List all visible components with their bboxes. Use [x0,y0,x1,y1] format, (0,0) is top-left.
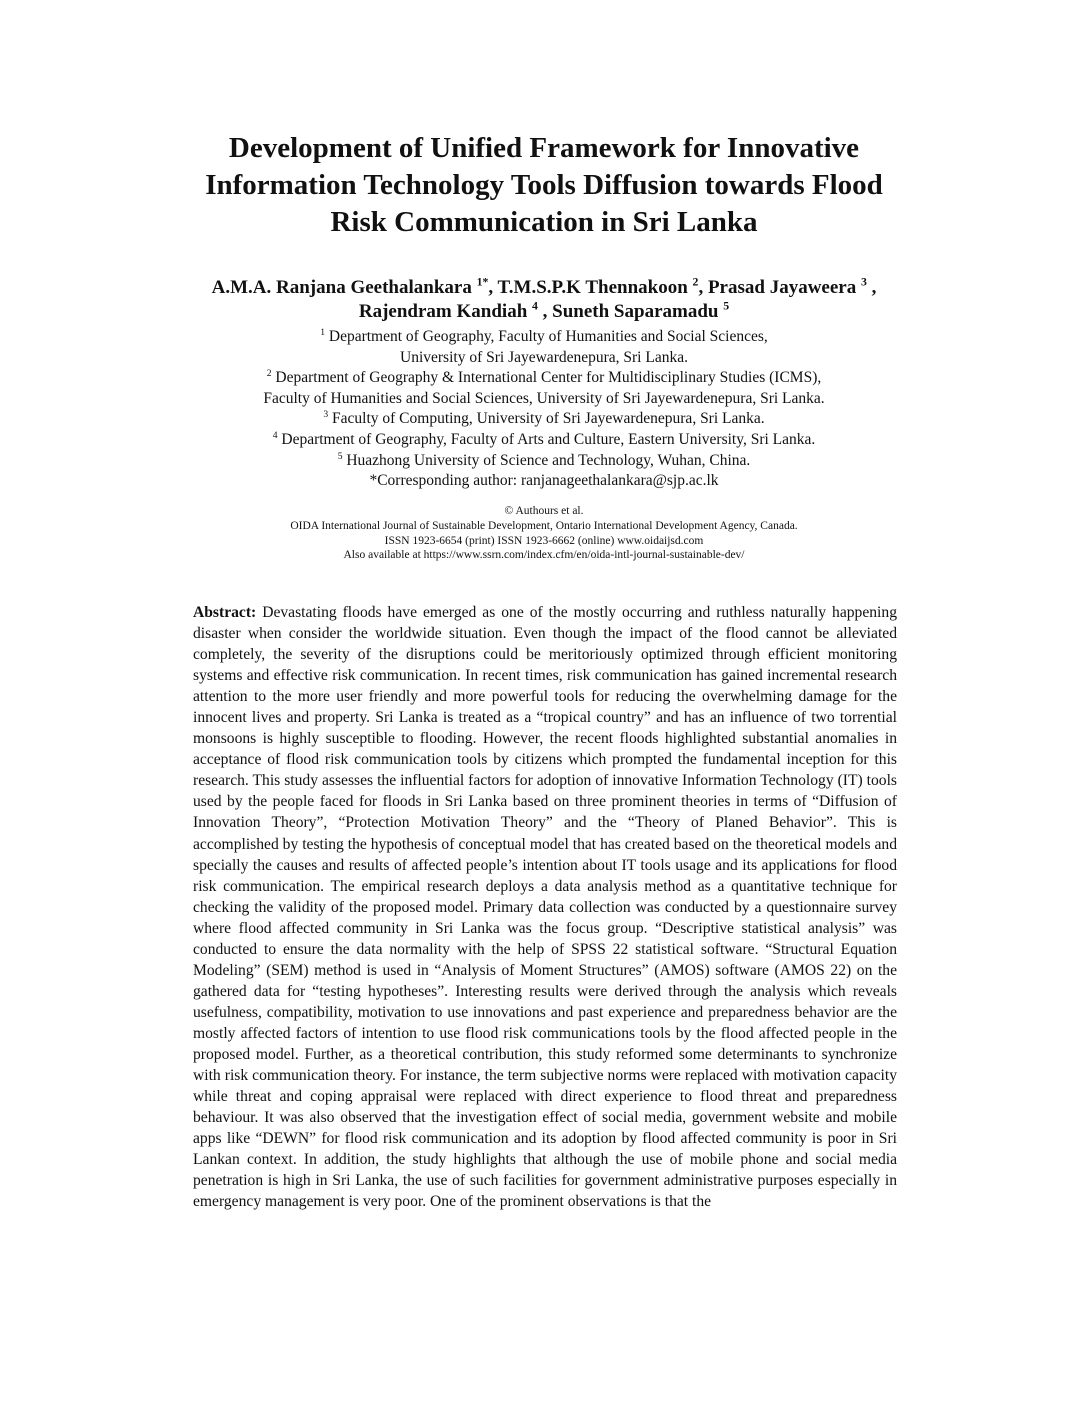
affiliation-mark: 5 [337,450,343,462]
author-name: A.M.A. Ranjana Geethalankara [211,277,472,298]
affiliation [120,409,968,430]
abstract [193,602,897,1212]
affiliation-continuation: Faculty of Humanities and Social Sciences, University of Sri Jayewardenepura, Sri Lanka. [263,389,825,407]
title-line: Information Technology Tools Diffusion towards Flood [205,169,883,201]
author-affiliation-mark: 1* [476,275,489,289]
affiliation [120,368,968,389]
author-separator: , [866,277,877,298]
affiliation-continuation: University of Sri Jayewardenepura, Sri Lanka. [400,348,688,366]
author-line [120,300,968,324]
issn-line: ISSN 1923-6654 (print) ISSN 1923-6662 (online) www.oidaijsd.com [384,534,704,547]
affiliation-list [120,327,968,492]
author-affiliation-mark: 4 [532,299,538,313]
author-name: T.M.S.P.K Thennakoon [497,277,688,298]
journal-line: OIDA International Journal of Sustainable Development, Ontario International Development Agency, Canada. [290,519,798,532]
affiliation-text: Department of Geography & International Center for Multidisciplinary Studies (ICMS), [275,369,822,387]
abstract-label: Abstract: [193,604,257,621]
author-list [120,276,968,324]
author-affiliation-mark: 5 [723,299,730,313]
affiliation-mark: 2 [266,368,272,380]
affiliation-text: Department of Geography, Faculty of Humanities and Social Sciences, [328,328,768,345]
paper-title [120,130,968,241]
author-separator: , [537,301,553,322]
affiliation-mark: 4 [272,429,278,441]
author-name: Rajendram Kandiah [358,301,528,322]
affiliation-text: Huazhong University of Science and Technology, Wuhan, China. [346,451,751,469]
author-affiliation-mark: 3 [860,275,867,289]
affiliation [120,451,968,472]
publication-info [120,504,968,563]
corresponding-author: *Corresponding author: ranjanageethalankara@sjp.ac.lk [369,472,719,490]
author-name: Suneth Saparamadu [552,301,719,322]
affiliation-mark: 1 [320,326,325,338]
availability-line: Also available at https://www.ssrn.com/index.cfm/en/oida-intl-journal-sustainable-dev/ [343,549,745,562]
title-line: Risk Communication in Sri Lanka [330,206,758,238]
affiliation [120,327,968,348]
author-separator: , [488,277,498,298]
author-name: Prasad Jayaweera [707,277,857,298]
affiliation-text: Department of Geography, Faculty of Arts and Culture, Eastern University, Sri Lanka. [281,430,816,448]
title-line: Development of Unified Framework for Innovative [228,132,860,164]
abstract-text: Devastating floods have emerged as one of the mostly occurring and ruthless naturally happening disaster when consider the worldwide situation. Even though the impact of the flood cannot be alleviated completely, the severity of the disruptions could be meritoriously optimized through efficient monitoring systems and effective risk communication. In recent times, risk communication has gained incremental research attention to the more user friendly and more powerful tools for reducing the overwhelming damage for the innocent lives and property. Sri Lanka is treated as a “tropical country” and has an influence of two torrential monsoons is highly susceptible to flooding. However, the recent floods highlighted substantial anomalies in acceptance of flood risk communication tools by citizens which prompted the fundamental inception for this research. This study assesses the influential factors for adoption of innovative Information Technology (IT) tools used by the people faced for floods in Sri Lanka based on three prominent theories in terms of “Diffusion of Innovation Theory”, “Protection Motivation Theory” and the “Theory of Planed Behavior”. This is accomplished by testing the hypothesis of conceptual model that has created based on the theoretical models and specially the causes and results of affected people’s intention about IT tools usage and its applications for flood risk communication. The empirical research deploys a data analysis method as a quantitative technique for checking the validity of the proposed model. Primary data collection was conducted by a questionnaire survey where flood affected community in Sri Lanka was the focus group. “Descriptive statistical analysis” was conducted to ensure the data normality with the help of SPSS 22 statistical software. “Structural Equation Modeling” (SEM) method is used in “Analysis of Moment Structures” (AMOS) software (AMOS 22) on the gathered data for “testing hypotheses”. Interesting results were derived through the analysis which reveals usefulness, compatibility, motivation to use innovations and past experience and preparedness behavior are the mostly affected factors of intention to use flood risk communications tools by the flood affected people in the proposed model. Further, as a theoretical contribution, this study reformed some determinants to synchronize with risk communication theory. For instance, the term subjective norms were replaced with motivation capacity while threat and coping appraisal were replaced with direct experience to flood threat and preparedness behaviour. It was also observed that the investigation effect of social media, government website and mobile apps like “DEWN” for flood risk communication and its adoption by flood affected community is poor in Sri Lankan context. In addition, the study highlights that although the use of mobile phone and social media penetration is high in Sri Lanka, the use of such facilities for government administrative purposes especially in emergency management is very poor. One of the prominent observations is that the [193,604,897,1211]
author-affiliation-mark: 2 [692,275,699,289]
copyright-line: © Authours et al. [504,505,584,517]
affiliation [120,430,968,451]
author-line [120,276,968,300]
affiliation-mark: 3 [323,409,329,421]
author-separator: , [698,277,708,298]
affiliation-text: Faculty of Computing, University of Sri Jayewardenepura, Sri Lanka. [332,410,765,428]
